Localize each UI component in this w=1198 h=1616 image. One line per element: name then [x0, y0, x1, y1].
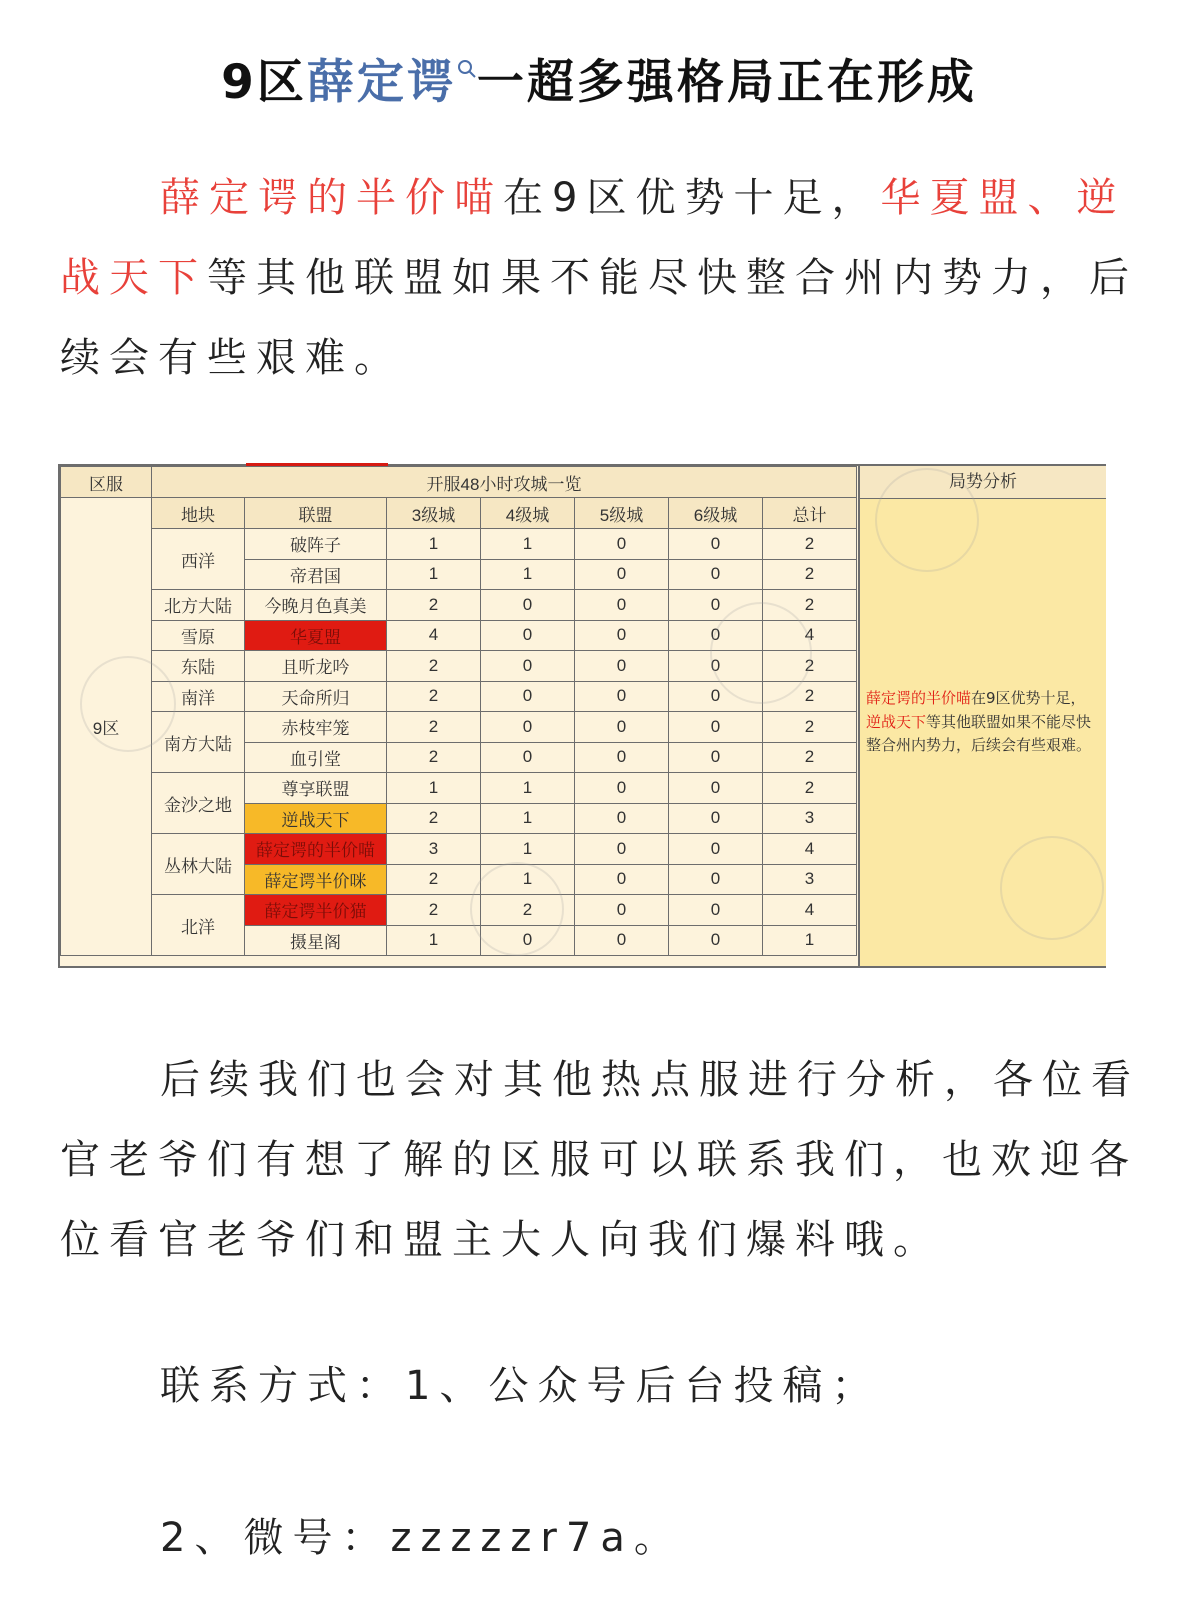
level3-cell: 2 [387, 712, 481, 743]
column-header: 地块 [152, 498, 245, 529]
analysis-text-part: 等其他联盟如果不能尽快整合州内势力，后续会有些艰难。 [866, 712, 1092, 754]
total-cell: 3 [763, 864, 857, 895]
level6-cell: 0 [669, 681, 763, 712]
watermark-stamp [80, 656, 176, 752]
total-cell: 2 [763, 742, 857, 773]
level6-cell: 0 [669, 895, 763, 926]
region-cell: 雪原 [152, 620, 245, 651]
region-cell: 南洋 [152, 681, 245, 712]
level5-cell: 0 [575, 864, 669, 895]
total-cell: 3 [763, 803, 857, 834]
article-title [0, 45, 1198, 112]
level6-cell: 0 [669, 620, 763, 651]
alliance-cell: 薛定谔半价咪 [245, 864, 387, 895]
total-cell: 4 [763, 895, 857, 926]
search-icon[interactable] [457, 43, 477, 71]
siege-table-image [58, 464, 1106, 968]
analysis-red-text: 薛定谔的半价喵 [866, 689, 972, 707]
level3-cell: 1 [387, 925, 481, 956]
level5-cell: 0 [575, 742, 669, 773]
total-cell: 1 [763, 925, 857, 956]
watermark-stamp [875, 468, 979, 572]
header-zone: 区服 [61, 467, 152, 498]
total-cell: 2 [763, 529, 857, 560]
level4-cell: 0 [481, 925, 575, 956]
level4-cell: 1 [481, 834, 575, 865]
level3-cell: 2 [387, 864, 481, 895]
level4-cell: 1 [481, 529, 575, 560]
alliance-cell: 破阵子 [245, 529, 387, 560]
level6-cell: 0 [669, 834, 763, 865]
contact-line-2: 2、微号：zzzzzr7a。 [160, 1515, 683, 1561]
level3-cell: 2 [387, 681, 481, 712]
level4-cell: 1 [481, 864, 575, 895]
level4-cell: 1 [481, 773, 575, 804]
level6-cell: 0 [669, 773, 763, 804]
region-cell: 西洋 [152, 529, 245, 590]
alliance-cell: 血引堂 [245, 742, 387, 773]
level4-cell: 0 [481, 651, 575, 682]
alliance-cell: 摄星阁 [245, 925, 387, 956]
level6-cell: 0 [669, 864, 763, 895]
level5-cell: 0 [575, 925, 669, 956]
level5-cell: 0 [575, 712, 669, 743]
level3-cell: 2 [387, 803, 481, 834]
level6-cell: 0 [669, 712, 763, 743]
alliance-cell: 逆战天下 [245, 803, 387, 834]
alliance-cell: 今晚月色真美 [245, 590, 387, 621]
level6-cell: 0 [669, 742, 763, 773]
alliance-cell: 华夏盟 [245, 620, 387, 651]
analysis-header: 局势分析 [858, 466, 1106, 499]
level4-cell: 2 [481, 895, 575, 926]
total-cell: 2 [763, 712, 857, 743]
region-cell: 东陆 [152, 651, 245, 682]
column-header: 6级城 [669, 498, 763, 529]
level4-cell: 0 [481, 681, 575, 712]
total-cell: 2 [763, 559, 857, 590]
level6-cell: 0 [669, 590, 763, 621]
level6-cell: 0 [669, 559, 763, 590]
title-suffix: 一超多强格局正在形成 [476, 55, 977, 111]
region-cell: 金沙之地 [152, 773, 245, 834]
level6-cell: 0 [669, 803, 763, 834]
level5-cell: 0 [575, 773, 669, 804]
title-prefix: 9区 [221, 55, 307, 111]
total-cell: 2 [763, 651, 857, 682]
level4-cell: 0 [481, 590, 575, 621]
watermark-stamp [710, 602, 812, 704]
header-title: 开服48小时攻城一览 [152, 467, 857, 498]
level6-cell: 0 [669, 529, 763, 560]
alliance-cell: 薛定谔的半价喵 [245, 834, 387, 865]
alliance-cell: 赤枝牢笼 [245, 712, 387, 743]
level3-cell: 4 [387, 620, 481, 651]
paragraph-intro [60, 158, 1140, 398]
level3-cell: 2 [387, 590, 481, 621]
level6-cell: 0 [669, 925, 763, 956]
level4-cell: 1 [481, 559, 575, 590]
highlight-alliance-1: 薛定谔的半价喵 [160, 175, 503, 221]
level4-cell: 0 [481, 712, 575, 743]
analysis-red-text: 逆战天下 [866, 712, 927, 731]
region-cell: 北方大陆 [152, 590, 245, 621]
level5-cell: 0 [575, 620, 669, 651]
region-cell: 丛林大陆 [152, 834, 245, 895]
column-header: 联盟 [245, 498, 387, 529]
siege-table [60, 466, 857, 956]
alliance-cell: 帝君国 [245, 559, 387, 590]
total-cell: 2 [763, 590, 857, 621]
level5-cell: 0 [575, 559, 669, 590]
level4-cell: 0 [481, 742, 575, 773]
column-header: 4级城 [481, 498, 575, 529]
watermark-stamp [1000, 836, 1104, 940]
alliance-cell: 天命所归 [245, 681, 387, 712]
highlight-alliance-2: 华夏盟、逆战天下 [60, 175, 1126, 301]
region-cell: 南方大陆 [152, 712, 245, 773]
level6-cell: 0 [669, 651, 763, 682]
level5-cell: 0 [575, 529, 669, 560]
table-row [61, 712, 857, 743]
watermark-stamp [470, 862, 564, 956]
total-cell: 2 [763, 681, 857, 712]
level3-cell: 2 [387, 895, 481, 926]
table-row [61, 529, 857, 560]
alliance-cell: 尊享联盟 [245, 773, 387, 804]
analysis-text-part: 在9区优势十足， [971, 689, 1086, 707]
column-header: 3级城 [387, 498, 481, 529]
table-row [61, 773, 857, 804]
paragraph-followup: 后续我们也会对其他热点服进行分析，各位看官老爷们有想了解的区服可以联系我们，也欢迎各位看官老爷们和盟主大人向我们爆料哦。 [60, 1057, 1140, 1263]
level5-cell: 0 [575, 681, 669, 712]
paragraph-text: 等其他联盟如果不能尽快整合州内势力，后续会有些艰难。 [60, 255, 1138, 381]
alliance-cell: 薛定谔半价猫 [245, 895, 387, 926]
level3-cell: 1 [387, 529, 481, 560]
level5-cell: 0 [575, 895, 669, 926]
column-header: 5级城 [575, 498, 669, 529]
alliance-cell: 且听龙吟 [245, 651, 387, 682]
level5-cell: 0 [575, 803, 669, 834]
level4-cell: 1 [481, 803, 575, 834]
level5-cell: 0 [575, 651, 669, 682]
level3-cell: 2 [387, 742, 481, 773]
level3-cell: 1 [387, 773, 481, 804]
level5-cell: 0 [575, 834, 669, 865]
paragraph-text: 在9区优势十足， [503, 175, 881, 221]
total-cell: 2 [763, 773, 857, 804]
table-row [61, 834, 857, 865]
table-row [61, 895, 857, 926]
total-cell: 4 [763, 620, 857, 651]
analysis-text [866, 687, 1100, 758]
total-cell: 4 [763, 834, 857, 865]
level5-cell: 0 [575, 590, 669, 621]
region-cell: 北洋 [152, 895, 245, 956]
zone-cell: 9区 [61, 498, 152, 956]
level3-cell: 2 [387, 651, 481, 682]
contact-line-1: 联系方式：1、公众号后台投稿； [160, 1363, 881, 1409]
level3-cell: 1 [387, 559, 481, 590]
title-keyword-link[interactable]: 薛定谔 [306, 55, 457, 111]
level4-cell: 0 [481, 620, 575, 651]
column-header: 总计 [763, 498, 857, 529]
level3-cell: 3 [387, 834, 481, 865]
